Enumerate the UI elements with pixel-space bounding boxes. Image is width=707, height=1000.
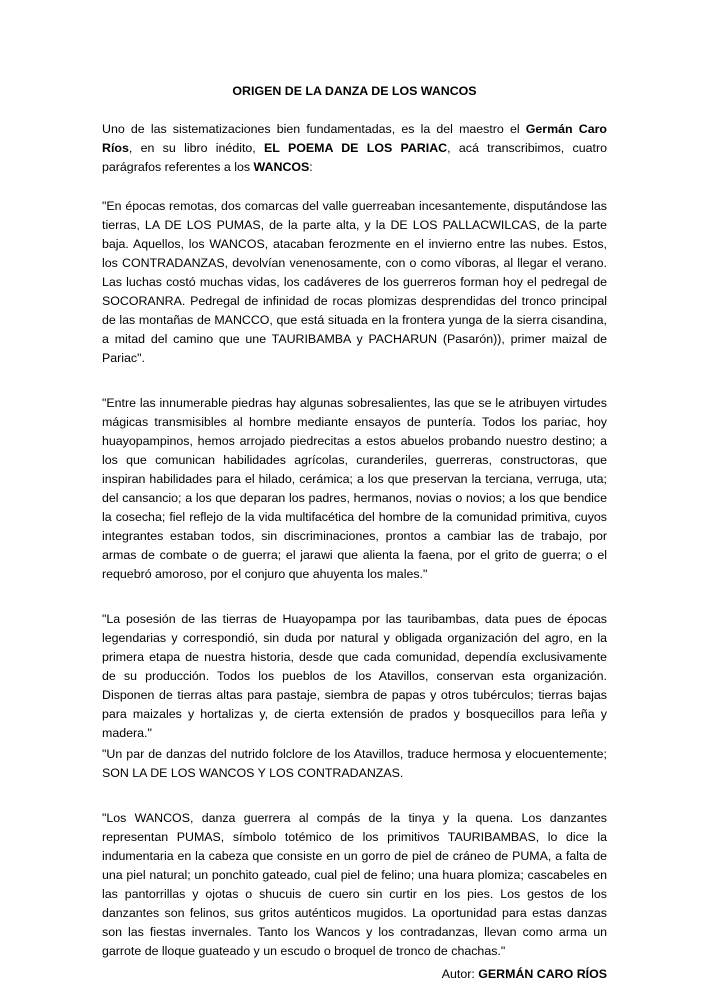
intro-text-4: :	[309, 160, 313, 174]
paragraph-3: "La posesión de las tierras de Huayopampa por las tauribambas, data pues de épocas legendarias y correspondió, sin duda por natural y obligada organización del agro, en la primera etapa de nuestra historia, desde que cada comunidad, dependía exclusivamente de su producción. Todos los pueblos de los Atavillos, conservan esta organización. Disponen de tierras altas para pastaje, siembra de papas y otros tubérculos; tierras bajas para maizales y hortalizas y, de cierta extensión de prados y bosquecillos para leña y madera."	[102, 612, 607, 740]
author-label: Autor:	[441, 967, 479, 981]
author-signature	[102, 965, 607, 984]
intro-paragraph	[102, 120, 607, 177]
intro-book-title: EL POEMA DE LOS PARIAC	[264, 141, 448, 155]
intro-subject: WANCOS	[253, 160, 310, 174]
paragraph-1: "En épocas remotas, dos comarcas del valle guerreaban incesantemente, disputándose las tierras, LA DE LOS PUMAS, de la parte alta, y la DE LOS PALLACWILCAS, de la parte baja. Aquellos, los WANCOS, atacaban ferozmente en el invierno entre las nubes. Estos, los CONTRADANZAS, devolvían venenosamente, con o como víboras, al llegar el verano. Las luchas costó muchas vidas, los cadáveres de los guerreros forman hoy el pedregal de SOCORANRA. Pedregal de infinidad de rocas plomizas desprendidas del tronco principal de las montañas de MANCCO, que está situada en la frontera yunga de la sierra cisandina, a mitad del camino que une TAURIBAMBA y PACHARUN (Pasarón)), primer maizal de Pariac".	[102, 199, 607, 365]
page-title: ORIGEN DE LA DANZA DE LOS WANCOS	[232, 84, 477, 98]
paragraph-5: "Los WANCOS, danza guerrera al compás de la tinya y la quena. Los danzantes representan PUMAS, símbolo totémico de los primitivos TAURIBAMBAS, lo dice la indumentaria en la cabeza que consiste en un gorro de piel de cráneo de PUMA, a falta de una piel natural; un ponchito gateado, cual piel de felino; una huara plomiza; cascabeles en las pantorrillas y ojotas o shucuis de cuero sin curtir en los pies. Los gestos de los danzantes son felinos, sus gritos auténticos mugidos. La oportunidad para estas danzas son las fiestas invernales. Tanto los Wancos y los contradanzas, llevan como arma un garrote de lloque guateado y un escudo o broquel de tronco de chachas."	[102, 811, 607, 958]
intro-author-name: Germán Caro Ríos	[102, 122, 607, 155]
paragraph-4: "Un par de danzas del nutrido folclore de los Atavillos, traduce hermosa y elocuentemente; SON LA DE LOS WANCOS Y LOS CONTRADANZAS.	[102, 747, 607, 780]
paragraph-2: "Entre las innumerable piedras hay algunas sobresalientes, las que se le atribuyen virtudes mágicas transmisibles al hombre mediante ensayos de puntería. Todos los pariac, hoy huayopampinos, hemos arrojado piedrecitas a estos abuelos probando nuestro destino; a los que comunican habilidades agrícolas, curanderiles, guerreras, constructoras, que inspiran habilidades para el hilado, cerámica; a los que preservan la terciana, verruga, uta; del cansancio; a los que deparan los padres, hermanos, novias o novios; a los que bendice la cosecha; fiel reflejo de la vida multifacética del hombre de la comunidad primitiva, cuyos integrantes estaban todos, sin discriminaciones, prontos a cambiar las de trabajo, por armas de combate o de guerra; el jarawi que alienta la faena, por el grito de guerra; o el requebró amoroso, por el conjuro que ahuyenta los males."	[102, 396, 607, 581]
document-page	[102, 83, 607, 984]
intro-text-3: , acá transcribimos, cuatro parágrafos referentes a los	[102, 141, 607, 174]
author-name: GERMÁN CARO RÍOS	[478, 967, 607, 981]
intro-text-2: , en su libro inédito,	[128, 141, 265, 155]
intro-text-1: Uno de las sistematizaciones bien fundamentadas, es la del maestro el	[102, 122, 526, 136]
